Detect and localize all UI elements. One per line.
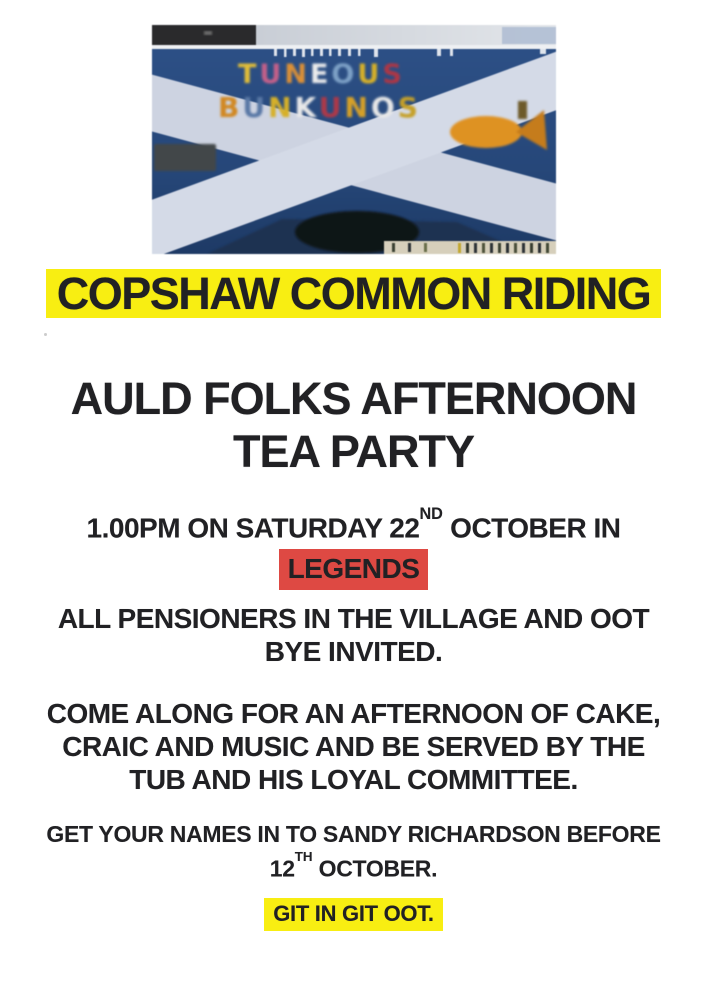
pensioners-paragraph bbox=[0, 602, 707, 668]
event-heading-line2: TEA PARTY bbox=[232, 426, 474, 477]
come-along-line2: CRAIC AND MUSIC AND BE SERVED BY THE bbox=[62, 731, 645, 762]
page-title: COPSHAW COMMON RIDING bbox=[46, 269, 662, 318]
deadline-day: 12 bbox=[269, 855, 295, 882]
date-venue-block bbox=[0, 505, 707, 590]
names-deadline-paragraph bbox=[0, 820, 707, 884]
deadline-ordinal-superscript: TH bbox=[294, 849, 313, 865]
scan-speck bbox=[44, 333, 47, 336]
venue-line bbox=[0, 549, 707, 590]
footer-slogan-row bbox=[0, 898, 707, 931]
event-heading-line1: AULD FOLKS AFTERNOON bbox=[70, 373, 637, 424]
names-line2 bbox=[0, 849, 707, 884]
svg-text:TUNEOUS: TUNEOUS bbox=[238, 59, 405, 90]
names-line1: GET YOUR NAMES IN TO SANDY RICHARDSON BEFORE bbox=[46, 821, 661, 847]
saltire-flag-graphic bbox=[152, 25, 556, 254]
saltire-flag-photo bbox=[152, 25, 556, 254]
pensioners-line1: ALL PENSIONERS IN THE VILLAGE AND OOT bbox=[57, 603, 650, 634]
title-row bbox=[0, 269, 707, 318]
date-text-end: OCTOBER IN bbox=[442, 512, 621, 544]
venue-name: LEGENDS bbox=[279, 549, 429, 590]
date-ordinal-superscript: ND bbox=[419, 504, 443, 523]
date-text-start: 1.00PM ON SATURDAY 22 bbox=[86, 512, 420, 544]
event-heading bbox=[0, 372, 707, 478]
come-along-line1: COME ALONG FOR AN AFTERNOON OF CAKE, bbox=[46, 698, 661, 729]
come-along-paragraph bbox=[0, 697, 707, 796]
date-line bbox=[0, 505, 707, 545]
pensioners-line2: BYE INVITED. bbox=[264, 636, 443, 667]
deadline-month: OCTOBER. bbox=[312, 855, 438, 882]
svg-text:BUNKUNOS: BUNKUNOS bbox=[218, 91, 421, 124]
footer-slogan: GIT IN GIT OOT. bbox=[264, 898, 443, 931]
come-along-line3: TUB AND HIS LOYAL COMMITTEE. bbox=[129, 764, 578, 795]
